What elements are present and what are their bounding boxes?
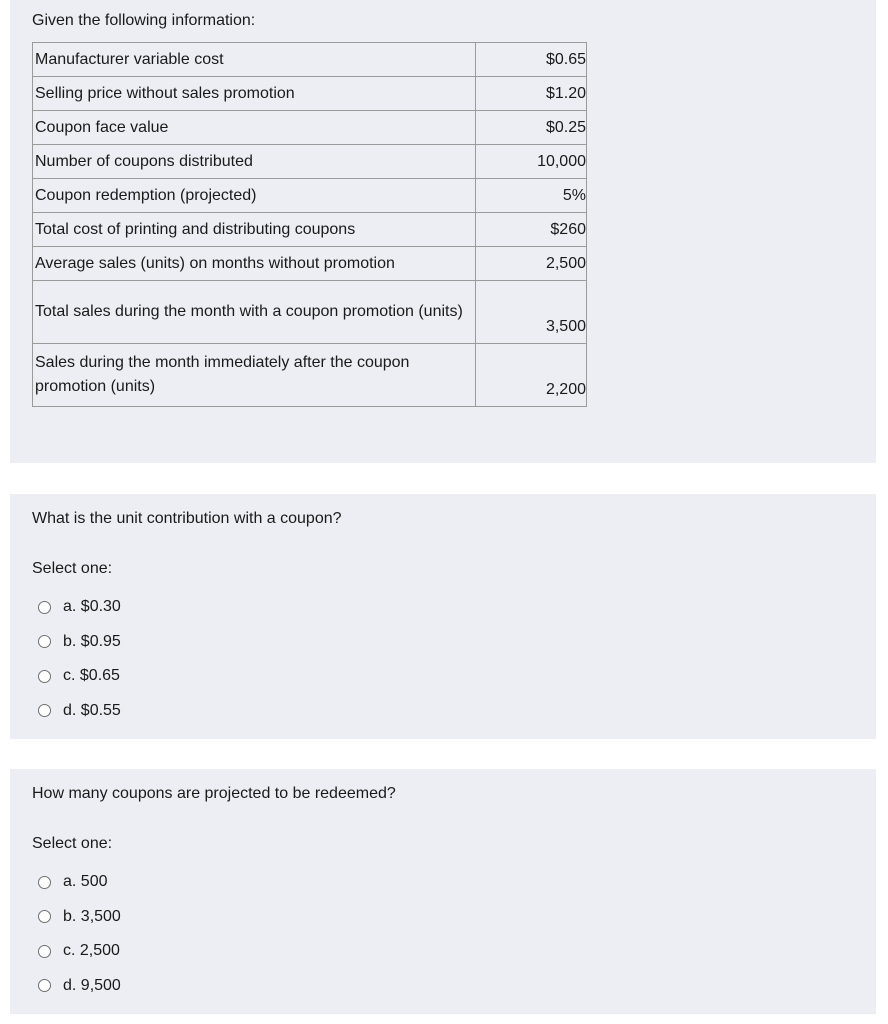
radio-icon[interactable] [38, 876, 51, 889]
answer-options [38, 590, 121, 728]
option-label: a. $0.30 [63, 598, 121, 616]
answer-option-a[interactable] [38, 590, 121, 625]
row-value: 5% [476, 179, 587, 213]
select-one-label: Select one: [32, 835, 113, 852]
row-label: Selling price without sales promotion [33, 77, 476, 111]
option-label: b. 3,500 [63, 907, 121, 925]
row-value: $1.20 [476, 77, 587, 111]
row-label: Sales during the month immediately after the coupon promotion (units) [33, 344, 476, 407]
radio-icon[interactable] [38, 910, 51, 923]
answer-option-c[interactable] [38, 934, 121, 969]
question-panel-1 [10, 494, 876, 739]
answer-option-d[interactable] [38, 694, 121, 729]
row-value: 2,200 [476, 344, 587, 407]
option-label: d. 9,500 [63, 976, 121, 994]
row-label: Total cost of printing and distributing coupons [33, 213, 476, 247]
option-label: b. $0.95 [63, 632, 121, 650]
answer-option-a[interactable] [38, 865, 121, 900]
table-row [33, 179, 587, 213]
info-intro: Given the following information: [32, 12, 256, 29]
row-value: 10,000 [476, 145, 587, 179]
radio-icon[interactable] [38, 601, 51, 614]
radio-icon[interactable] [38, 704, 51, 717]
select-one-label: Select one: [32, 560, 113, 577]
answer-options [38, 865, 121, 1003]
option-label: c. $0.65 [63, 667, 120, 685]
row-value: $260 [476, 213, 587, 247]
option-label: c. 2,500 [63, 942, 120, 960]
row-value: $0.25 [476, 111, 587, 145]
row-label: Average sales (units) on months without promotion [33, 247, 476, 281]
answer-option-c[interactable] [38, 659, 121, 694]
info-table [32, 42, 587, 407]
table-row [33, 43, 587, 77]
radio-icon[interactable] [38, 635, 51, 648]
row-label: Number of coupons distributed [33, 145, 476, 179]
answer-option-b[interactable] [38, 625, 121, 660]
option-label: a. 500 [63, 873, 108, 891]
question-text: How many coupons are projected to be redeemed? [32, 785, 396, 802]
row-label: Coupon face value [33, 111, 476, 145]
row-label: Manufacturer variable cost [33, 43, 476, 77]
table-row [33, 247, 587, 281]
table-row [33, 77, 587, 111]
table-row [33, 213, 587, 247]
table-row [33, 111, 587, 145]
answer-option-d[interactable] [38, 969, 121, 1004]
table-row [33, 344, 587, 407]
row-value: 2,500 [476, 247, 587, 281]
radio-icon[interactable] [38, 979, 51, 992]
table-row [33, 281, 587, 344]
question-panel-2 [10, 769, 876, 1014]
question-text: What is the unit contribution with a coupon? [32, 510, 342, 527]
option-label: d. $0.55 [63, 701, 121, 719]
row-label: Total sales during the month with a coupon promotion (units) [33, 281, 476, 344]
row-value: 3,500 [476, 281, 587, 344]
radio-icon[interactable] [38, 945, 51, 958]
table-row [33, 145, 587, 179]
row-label: Coupon redemption (projected) [33, 179, 476, 213]
row-value: $0.65 [476, 43, 587, 77]
radio-icon[interactable] [38, 670, 51, 683]
answer-option-b[interactable] [38, 900, 121, 935]
info-panel [10, 0, 876, 463]
